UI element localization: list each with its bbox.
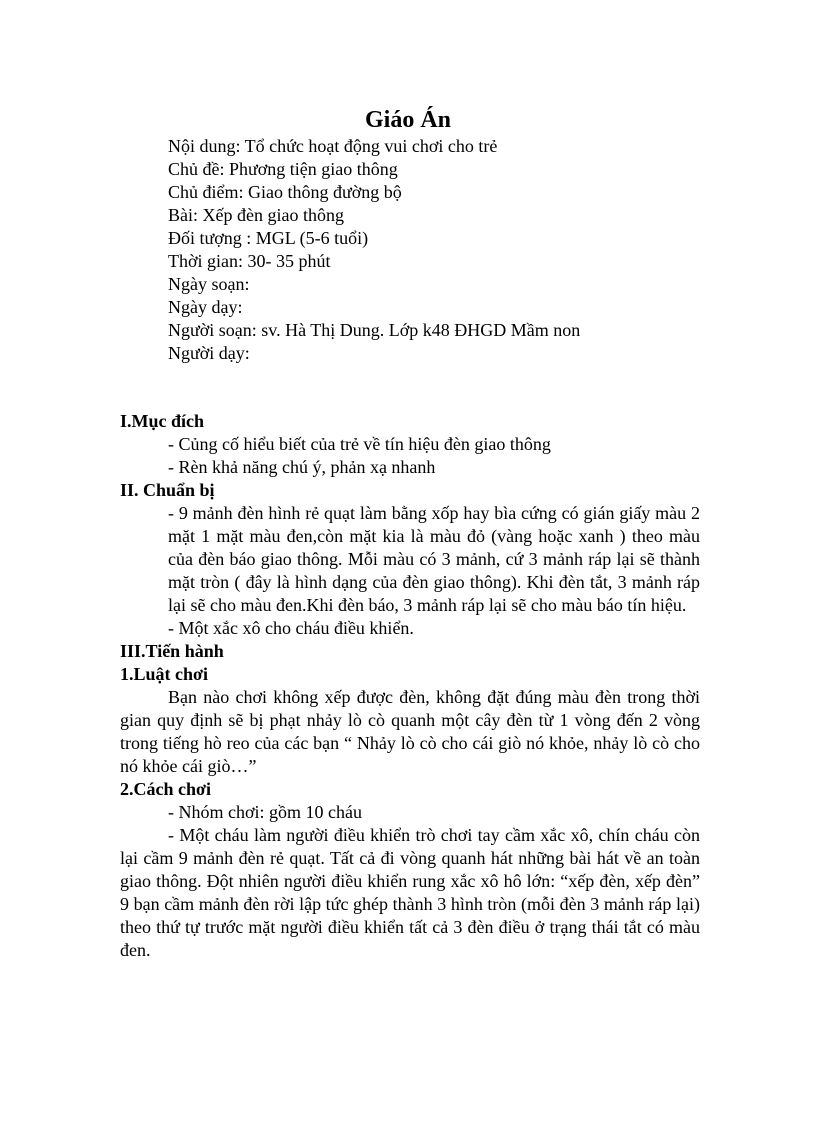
theme-line: Chủ điểm: Giao thông đường bộ (168, 182, 402, 202)
author-line: Người soạn: sv. Hà Thị Dung. Lớp k48 ĐHGD Mầm non (168, 320, 581, 340)
rules-paragraph: Bạn nào chơi không xếp được đèn, không đặt đúng màu đèn trong thời gian quy định sẽ bị phạt nhảy lò cò quanh một cây đèn từ 1 vòng đến 2 vòng trong tiếng hò reo của các bạn “ Nhảy lò cò cho cái giò nó khỏe, nhảy lò cò cho nó khỏe cái giò…” (120, 687, 700, 776)
section-purpose-heading: I.Mục đích (120, 411, 205, 431)
duration-line: Thời gian: 30- 35 phút (168, 251, 331, 271)
section-procedure-heading: III.Tiến hành (120, 641, 224, 661)
rules-heading: 1.Luật chơi (120, 664, 208, 684)
section-preparation-heading: II. Chuẩn bị (120, 480, 215, 500)
content-line: Nội dung: Tổ chức hoạt động vui chơi cho trẻ (168, 136, 498, 156)
topic-line: Chủ đề: Phương tiện giao thông (168, 159, 398, 179)
lesson-body (120, 410, 700, 962)
page-title: Giáo Án (364, 107, 451, 133)
lesson-line: Bài: Xếp đèn giao thông (168, 205, 344, 225)
preparation-item: - Một xắc xô cho cháu điều khiển. (168, 618, 414, 638)
purpose-item: - Củng cố hiểu biết của trẻ về tín hiệu đèn giao thông (168, 434, 551, 454)
how-to-play-heading: 2.Cách chơi (120, 779, 211, 799)
teacher-line: Người dạy: (168, 343, 250, 363)
purpose-item: - Rèn khả năng chú ý, phản xạ nhanh (168, 457, 436, 477)
how-to-play-item: - Nhóm chơi: gồm 10 cháu (168, 802, 362, 822)
prepared-date-line: Ngày soạn: (168, 274, 250, 294)
preparation-item: - 9 mảnh đèn hình rẻ quạt làm bằng xốp hay bìa cứng có gián giấy màu 2 mặt 1 mặt màu đen,còn mặt kia là màu đỏ (vàng hoặc xanh ) theo màu của đèn báo giao thông. Mỗi màu có 3 mảnh, cứ 3 mảnh ráp lại sẽ thành mặt tròn ( đây là hình dạng của đèn giao thông). Khi đèn tắt, 3 mảnh ráp lại sẽ cho màu đen.Khi đèn báo, 3 mảnh ráp lại sẽ cho màu báo tín hiệu. (168, 503, 700, 615)
lesson-info (168, 135, 728, 365)
how-to-play-paragraph: - Một cháu làm người điều khiển trò chơi tay cầm xắc xô, chín cháu còn lại cầm 9 mảnh đèn rẻ quạt. Tất cả đi vòng quanh hát những bài hát về an toàn giao thông. Đột nhiên người điều khiển rung xắc xô hô lớn: “xếp đèn, xếp đèn” 9 bạn cầm mảnh đèn rời lập tức ghép thành 3 hình tròn (mỗi đèn 3 mảnh ráp lại) theo thứ tự trước mặt người điều khiển tất cả 3 đèn điều ở trạng thái tắt có màu đen. (120, 825, 700, 960)
audience-line: Đối tượng : MGL (5-6 tuổi) (168, 228, 369, 248)
teaching-date-line: Ngày dạy: (168, 297, 243, 317)
